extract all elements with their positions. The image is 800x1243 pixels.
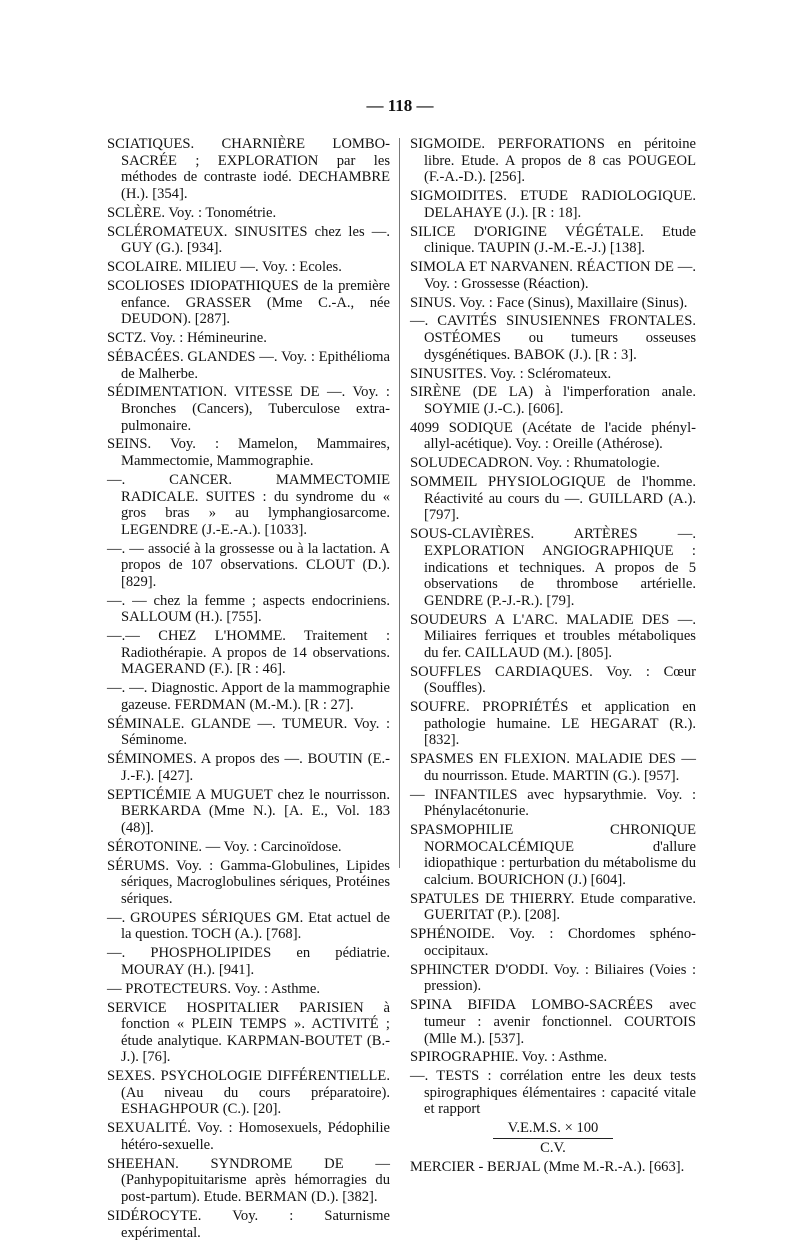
index-entry: — INFANTILES avec hypsarythmie. Voy. : Phénylacétonurie. <box>410 786 696 820</box>
index-entry: —. — associé à la grossesse ou à la lactation. A propos de 107 observations. CLOUT (D.). [829]. <box>107 540 390 590</box>
formula-numerator: V.E.M.S. × 100 <box>507 1120 599 1137</box>
index-entry: SPATULES DE THIERRY. Etude comparative. GUERITAT (P.). [208]. <box>410 890 696 924</box>
index-entry: SPASMOPHILIE CHRONIQUE NORMOCALCÉMIQUE d'allure idiopathique : perturbation du métabolisme du calcium. BOURICHON (J.) [604]. <box>410 822 696 888</box>
index-entry: SOUDEURS A L'ARC. MALADIE DES —. Miliaires ferriques et troubles métaboliques du fer. CAILLAUD (M.). [805]. <box>410 611 696 661</box>
index-entry: SÉDIMENTATION. VITESSE DE —. Voy. : Bronches (Cancers), Tuberculose extra-pulmonaire. <box>107 384 390 434</box>
index-entry: SPIROGRAPHIE. Voy. : Asthme. <box>410 1049 608 1066</box>
page-number: — 118 — <box>366 96 434 115</box>
index-entry: SÉMINOMES. A propos des —. BOUTIN (E.-J.-F.). [427]. <box>107 751 390 784</box>
index-entry: SIMOLA ET NARVANEN. RÉACTION DE —. Voy. : Grossesse (Réaction). <box>410 259 696 292</box>
index-entry: —. CAVITÉS SINUSIENNES FRONTALES. OSTÉOMES ou tumeurs osseuses dysgénétiques. BABOK (J.). [R : 3]. <box>410 313 696 363</box>
index-entry: —. —. Diagnostic. Apport de la mammographie gazeuse. FERDMAN (M.-M.). [R : 27]. <box>107 680 390 713</box>
index-entry: SHEEHAN. SYNDROME DE — (Panhypopituitarisme après hémorragies du post-partum). Etude. BERMAN (D.). [382]. <box>107 1155 390 1206</box>
index-entry: MERCIER - BERJAL (Mme M.-R.-A.). [663]. <box>410 1158 685 1175</box>
index-entry: SPINA BIFIDA LOMBO-SACRÉES avec tumeur : avenir fonctionnel. COURTOIS (Mlle M.). [537]. <box>410 997 696 1047</box>
index-entry: SEXUALITÉ. Voy. : Homosexuels, Pédophilie hétéro-sexuelle. <box>107 1120 390 1153</box>
index-entry: SPHÉNOIDE. Voy. : Chordomes sphéno-occipitaux. <box>410 926 696 959</box>
index-entry: SINUSITES. Voy. : Scléromateux. <box>410 365 612 382</box>
index-entry: — PROTECTEURS. Voy. : Asthme. <box>107 980 320 997</box>
index-entry: SIDÉROCYTE. Voy. : Saturnisme expérimental. <box>107 1207 390 1241</box>
index-entry: SÉRUMS. Voy. : Gamma-Globulines, Lipides sériques, Macroglobulines sériques, Protéines sériques. <box>107 857 390 907</box>
left-column <box>107 136 390 1243</box>
index-entry: 4099 SODIQUE (Acétate de l'acide phényl-allyl-acétique). Voy. : Oreille (Athérose). <box>410 419 696 453</box>
index-entry: SCTZ. Voy. : Hémineurine. <box>107 330 267 347</box>
index-entry: SOUFFLES CARDIAQUES. Voy. : Cœur (Souffles). <box>410 663 696 697</box>
index-entry: SEINS. Voy. : Mamelon, Mammaires, Mammectomie, Mammographie. <box>107 436 390 470</box>
index-entry: SEXES. PSYCHOLOGIE DIFFÉRENTIELLE. (Au niveau du cours préparatoire). ESHAGHPOUR (C.). [20]. <box>107 1068 390 1118</box>
index-entry: SOUFRE. PROPRIÉTÉS et application en pathologie humaine. LE HEGARAT (R.). [832]. <box>410 699 696 749</box>
index-entry: SOMMEIL PHYSIOLOGIQUE de l'homme. Réactivité au cours du —. GUILLARD (A.). [797]. <box>410 474 696 524</box>
index-entry: SCLÈRE. Voy. : Tonométrie. <box>107 204 277 221</box>
index-entry: SOLUDECADRON. Voy. : Rhumatologie. <box>410 455 660 472</box>
index-entry: SIRÈNE (DE LA) à l'imperforation anale. SOYMIE (J.-C.). [606]. <box>410 384 696 417</box>
index-entry: SCOLAIRE. MILIEU —. Voy. : Ecoles. <box>107 259 342 276</box>
index-entry: —.— CHEZ L'HOMME. Traitement : Radiothérapie. A propos de 14 observations. MAGERAND (F.). [R : 46]. <box>107 628 390 678</box>
index-entry: SÉROTONINE. — Voy. : Carcinoïdose. <box>107 838 342 855</box>
index-entry: SIGMOIDE. PERFORATIONS en péritoine libre. Etude. A propos de 8 cas POUGEOL (F.-A.-D.). [256]. <box>410 136 696 186</box>
right-column <box>410 136 696 1178</box>
index-entry: —. CANCER. MAMMECTOMIE RADICALE. SUITES : du syndrome du « gros bras » au lymphangiosarcome. LEGENDRE (J.-E.-A.). [1033]. <box>107 471 390 538</box>
index-entry: —. — chez la femme ; aspects endocriniens. SALLOUM (H.). [755]. <box>107 592 390 626</box>
index-entry: —. TESTS : corrélation entre les deux tests spirographiques élémentaires : capacité vitale et rapport <box>410 1068 696 1118</box>
index-entry: SCIATIQUES. CHARNIÈRE LOMBO-SACRÉE ; EXPLORATION par les méthodes de contraste iodé. DECHAMBRE (H.). [354]. <box>107 136 390 202</box>
index-entry: SCLÉROMATEUX. SINUSITES chez les —. GUY (G.). [934]. <box>107 223 390 257</box>
index-entry: SERVICE HOSPITALIER PARISIEN à fonction « PLEIN TEMPS ». ACTIVITÉ ; étude analytique. KARPMAN-BOUTET (B.-J.). [76]. <box>107 999 390 1066</box>
index-entry: SILICE D'ORIGINE VÉGÉTALE. Etude clinique. TAUPIN (J.-M.-E.-J.) [138]. <box>410 223 696 257</box>
index-entry: SÉBACÉES. GLANDES —. Voy. : Epithélioma de Malherbe. <box>107 348 390 382</box>
index-entry: SOUS-CLAVIÈRES. ARTÈRES —. EXPLORATION ANGIOGRAPHIQUE : indications et techniques. A propos de 5 observations de thrombose artérielle. GENDRE (P.-J.-R.). [79]. <box>410 526 696 609</box>
index-entry: SEPTICÉMIE A MUGUET chez le nourrisson. BERKARDA (Mme N.). [A. E., Vol. 183 (48)]. <box>107 786 390 836</box>
column-divider <box>399 138 400 868</box>
index-entry: SINUS. Voy. : Face (Sinus), Maxillaire (Sinus). <box>410 294 688 311</box>
index-entry: SIGMOIDITES. ETUDE RADIOLOGIQUE. DELAHAYE (J.). [R : 18]. <box>410 188 696 221</box>
formula-fraction-bar <box>493 1138 613 1139</box>
index-entry: SPASMES EN FLEXION. MALADIE DES — du nourrisson. Etude. MARTIN (G.). [957]. <box>410 751 696 784</box>
index-entry: SPHINCTER D'ODDI. Voy. : Biliaires (Voies : pression). <box>410 961 696 995</box>
index-entry: —. PHOSPHOLIPIDES en pédiatrie. MOURAY (H.). [941]. <box>107 945 390 978</box>
formula-denominator: C.V. <box>540 1139 566 1156</box>
index-entry: —. GROUPES SÉRIQUES GM. Etat actuel de la question. TOCH (A.). [768]. <box>107 909 390 943</box>
index-entry: SCOLIOSES IDIOPATHIQUES de la première enfance. GRASSER (Mme C.-A., née DEUDON). [287]. <box>107 277 390 328</box>
index-entry: SÉMINALE. GLANDE —. TUMEUR. Voy. : Séminome. <box>107 715 390 749</box>
